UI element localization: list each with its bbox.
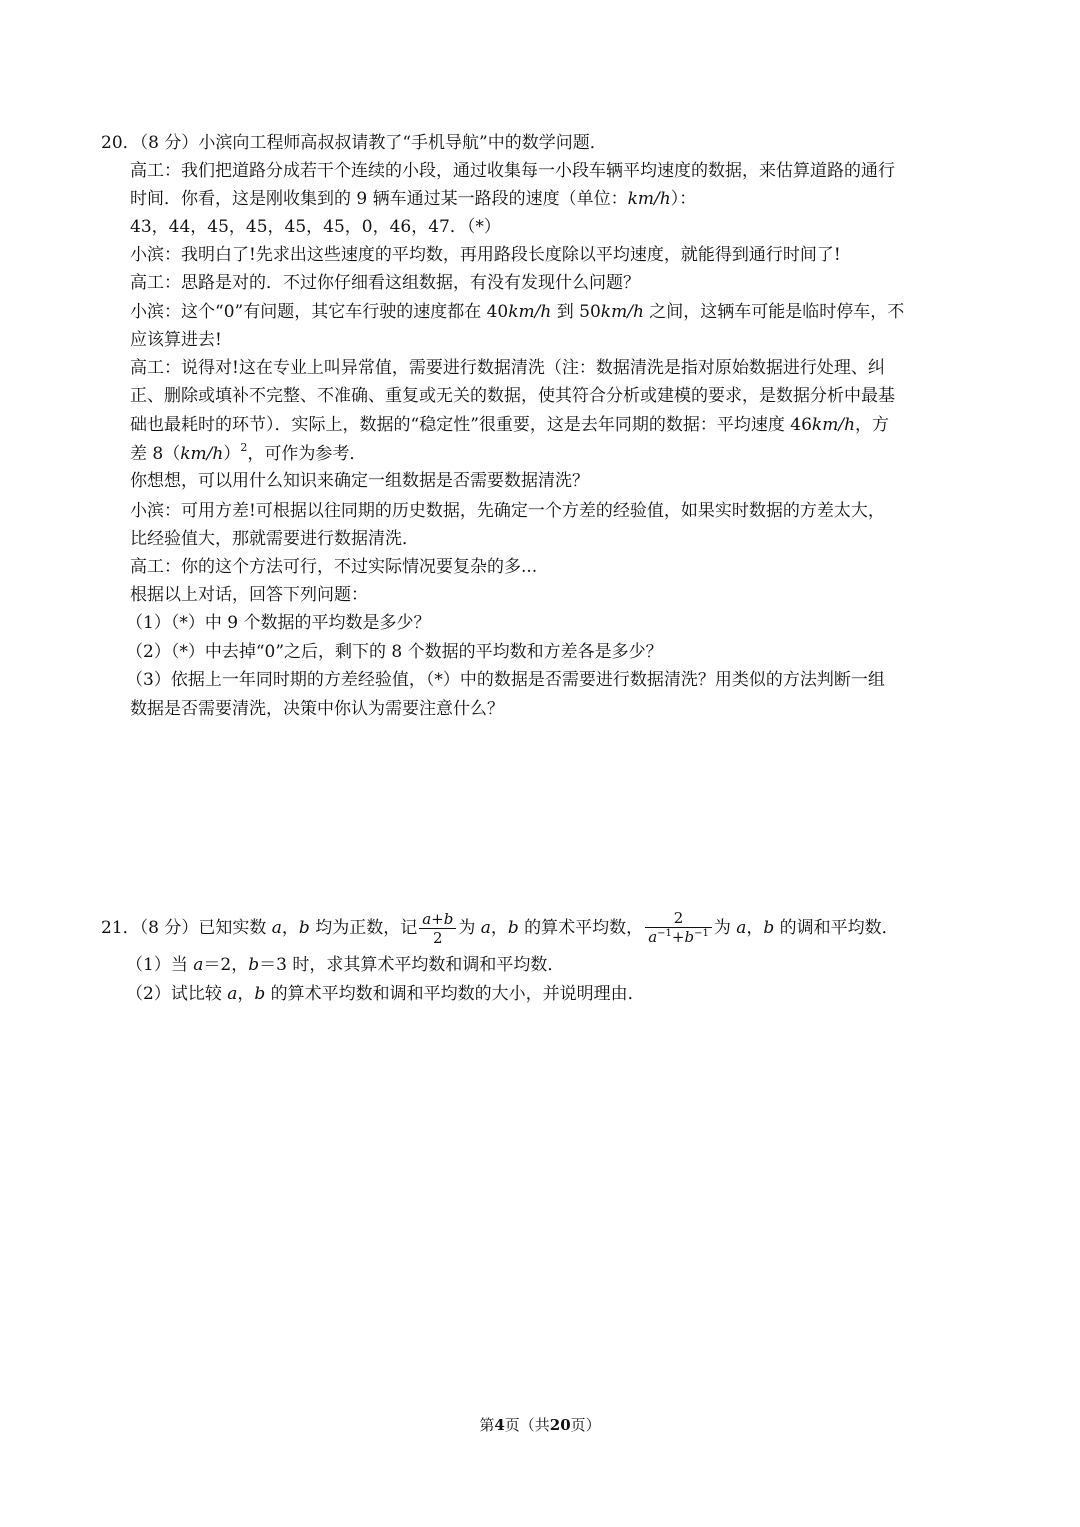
q20-line-11-mid: ） [223,444,241,464]
var-a: a [227,984,238,1004]
q20-line-2-text: 时间．你看，这是刚收集到的 9 辆车通过某一路段的速度（单位： [130,189,628,209]
q20-line-10-text: 础也最耗时的环节）．实际上，数据的“稳定性”很重要，这是去年同期的数据：平均速度 46 [130,415,812,435]
q21-end: 为 [713,918,737,938]
q20-line-4: 小滨：我明白了!先求出这些速度的平均数，再用路段长度除以平均速度，就能得到通行时间了! [130,245,841,265]
q20-line-7: 应该算进去! [130,330,222,350]
q20-line-10 [130,411,889,439]
q20-line-2 [130,185,696,213]
q20-line-10-tail: ，方 [855,415,890,435]
q21-mid: 为 [458,918,481,938]
exponent: 2 [240,441,248,454]
arithmetic-mean-fraction [419,910,456,947]
q21-intro-tail: 均为正数，记 [309,918,418,938]
harmonic-mean-fraction [645,909,712,949]
q21-p2-text: （2）试比较 [126,984,228,1004]
unit-kmh: km/h [180,444,224,464]
q20-line-13: 小滨：可用方差!可根据以往同期的历史数据，先确定一个方差的经验值，如果实时数据的方差太大， [130,501,885,521]
q21-mid-tail: 的算术平均数， [518,918,644,938]
var-b: b [254,984,266,1004]
q20-line-6-tail: 之间，这辆车可能是临时停车，不 [643,302,905,322]
q20-line-9: 正、删除或填补不完整、不准确、重复或无关的数据，使其符合分析或建模的要求，是数据分析中最基 [130,386,895,406]
denominator: 2 [419,928,456,947]
var-b: b [507,918,519,938]
footer-suffix: 页） [570,1416,601,1434]
q21-end-tail: 的调和平均数． [774,918,899,938]
var-b: b [443,910,454,928]
q21-heading [101,908,899,948]
var-a: a [480,918,491,938]
exponent: −1 [657,927,672,939]
q20-line-6-mid: 到 50 [551,302,601,322]
var-b: b [298,918,310,938]
q20-line-16: 根据以上对话，回答下列问题： [130,585,368,605]
page-footer [0,1413,1080,1437]
q20-heading: 20．（8 分）小滨向工程师高叔叔请教了“手机导航”中的数学问题． [101,133,607,153]
unit-kmh: km/h [811,415,856,435]
page-number: 4 [494,1416,505,1434]
q20-line-11-tail: ，可作为参考． [247,444,367,464]
unit-kmh: km/h [600,302,644,322]
q20-line-12: 你想想，可以用什么知识来确定一组数据是否需要数据清洗？ [130,471,589,491]
unit-close: ）： [670,189,697,209]
q20-line-15: 高工：你的这个方法可行，不过实际情况要复杂的多... [130,557,538,577]
q20-line-6-text: 小滨：这个“0”有问题，其它车行驶的速度都在 40 [130,302,509,322]
q20-speed-data: 43，44，45，45，45，45，0，46，47．（*） [130,217,501,237]
var-a: a [648,927,658,946]
q21-part-2 [126,980,645,1008]
unit-kmh: km/h [627,189,671,209]
var-b: b [763,918,775,938]
q20-part-1: （1）（*）中 9 个数据的平均数是多少？ [126,613,431,633]
q20-part-3: （3）依据上一年同时期的方差经验值，（*）中的数据是否需要进行数据清洗？用类似的方法判断一组 [126,670,885,690]
page-total: 20 [549,1416,571,1434]
q20-line-6 [130,298,904,326]
var-b: b [248,955,260,975]
var-a: a [193,955,204,975]
comma: ， [281,918,299,938]
q21-p2-tail: 的算术平均数和调和平均数的大小，并说明理由． [265,984,645,1004]
q21-p1-mid: ＝2， [203,955,249,975]
q21-intro: 21．（8 分）已知实数 [101,918,272,938]
numerator: 2 [673,908,684,927]
q20-line-8: 高工：说得对!这在专业上叫异常值，需要进行数据清洗（注：数据清洗是指对原始数据进行处理、纠 [130,358,885,378]
comma: ， [490,918,508,938]
var-a: a [422,910,432,928]
q21-p1-tail: ＝3 时，求其算术平均数和调和平均数． [259,955,565,975]
plus-sign: + [671,927,685,946]
var-b: b [684,927,695,946]
plus-sign: + [431,910,444,928]
comma: ， [237,984,255,1004]
q21-part-1 [126,951,564,979]
comma: ， [746,918,764,938]
q20-line-11-text: 差 8（ [130,444,181,464]
q20-line-5: 高工：思路是对的．不过你仔细看这组数据，有没有发现什么问题？ [130,273,640,293]
q20-line-11 [130,440,366,468]
q20-part-3-cont: 数据是否需要清洗，决策中你认为需要注意什么？ [130,699,504,719]
exponent: −1 [694,927,709,939]
q20-part-2: （2）（*）中去掉“0”之后，剩下的 8 个数据的平均数和方差各是多少？ [126,642,663,662]
footer-mid: 页（共 [504,1416,550,1434]
unit-kmh: km/h [508,302,552,322]
q20-line-1: 高工：我们把道路分成若干个连续的小段，通过收集每一小段车辆平均速度的数据，来估算道路的通行 [130,161,895,181]
footer-prefix: 第 [479,1416,495,1434]
var-a: a [271,918,282,938]
q20-line-14: 比经验值大，那就需要进行数据清洗． [130,529,419,549]
var-a: a [736,918,747,938]
q21-p1-text: （1）当 [126,955,194,975]
